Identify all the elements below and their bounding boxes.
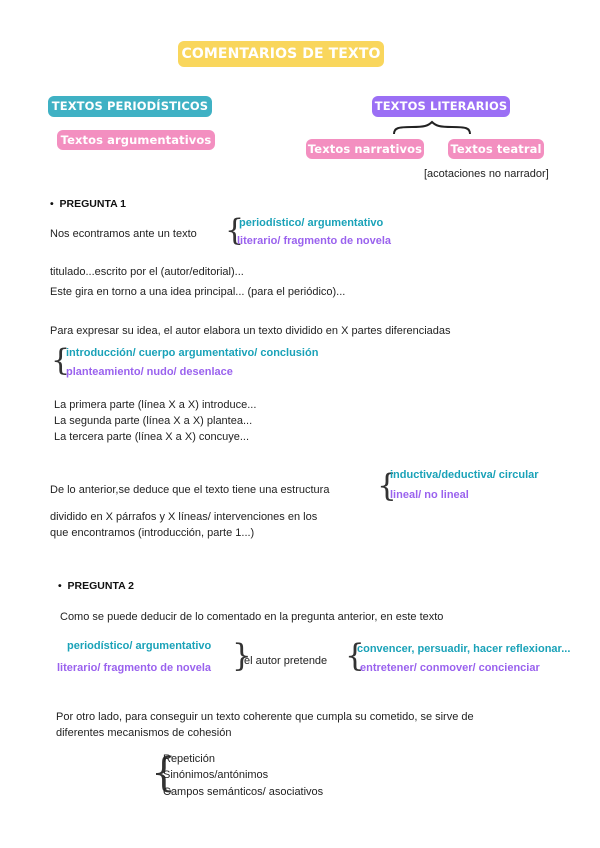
cohesion-line-1: Por otro lado, para conseguir un texto coherente que cumpla su cometido, se sirve de: [56, 711, 474, 723]
idea-principal-line: Este gira en torno a una idea principal... (para el periódico)...: [50, 286, 346, 298]
curly-brace-icon: [392, 120, 472, 138]
structure-lineal: lineal/ no lineal: [390, 489, 469, 501]
pregunta1-heading: • PREGUNTA 1: [50, 198, 127, 210]
left-option-literario: literario/ fragmento de novela: [57, 662, 212, 674]
pregunta2-intro: Como se puede deducir de lo comentado en la pregunta anterior, en este texto: [60, 611, 444, 623]
primera-parte-line: La primera parte (línea X a X) introduce...: [54, 399, 257, 411]
pregunta1-intro: Nos econtramos ante un texto: [50, 228, 197, 240]
segunda-parte-line: La segunda parte (línea X a X) plantea...: [54, 415, 253, 427]
bullet-icon: •: [58, 580, 68, 592]
mechanism-campos: Campos semánticos/ asociativos: [163, 786, 324, 798]
titulado-line: titulado...escrito por el (autor/editorial)...: [50, 266, 244, 278]
autor-pretende: el autor pretende: [244, 655, 328, 667]
acotaciones-note: [acotaciones no narrador]: [424, 168, 549, 180]
dividido-line: dividido en X párrafos y X líneas/ intervenciones en los: [50, 511, 318, 523]
right-option-convencer: convencer, persuadir, hacer reflexionar...: [357, 643, 571, 655]
expresar-idea-line: Para expresar su idea, el autor elabora un texto dividido en X partes diferenciadas: [50, 325, 451, 337]
option-literario: literario/ fragmento de novela: [237, 235, 392, 247]
brace-icon: {: [225, 213, 245, 248]
mechanism-repeticion: Repetición: [163, 753, 215, 765]
structure-argumentativo: introducción/ cuerpo argumentativo/ conclusión: [66, 347, 319, 359]
brace-icon: {: [51, 343, 71, 378]
bullet-icon: •: [50, 198, 60, 210]
left-option-periodistico: periodístico/ argumentativo: [67, 640, 212, 652]
structure-literario: planteamiento/ nudo/ desenlace: [66, 366, 233, 378]
option-periodistico: periodístico/ argumentativo: [239, 217, 384, 229]
pregunta2-heading: • PREGUNTA 2: [58, 580, 135, 592]
tercera-parte-line: La tercera parte (línea X a X) concuye...: [54, 431, 250, 443]
cohesion-line-2: diferentes mecanismos de cohesión: [56, 727, 232, 739]
textos-argumentativos-label: Textos argumentativos: [57, 130, 215, 150]
brace-icon: {: [151, 750, 177, 796]
brace-icon: {: [377, 468, 397, 504]
deduce-line: De lo anterior,se deduce que el texto tiene una estructura: [50, 484, 330, 496]
encontramos-line: que encontramos (introducción, parte 1...): [50, 527, 255, 539]
textos-narrativos-label: Textos narrativos: [306, 139, 424, 159]
closing-brace-icon: }: [232, 638, 252, 674]
structure-inductiva: inductiva/deductiva/ circular: [390, 469, 539, 481]
mechanism-sinonimos: Sinónimos/antónimos: [163, 769, 269, 781]
page-title: COMENTARIOS DE TEXTO: [178, 41, 384, 67]
right-option-entretener: entretener/ conmover/ concienciar: [360, 662, 540, 674]
textos-periodisticos-label: TEXTOS PERIODÍSTICOS: [48, 96, 212, 117]
textos-literarios-label: TEXTOS LITERARIOS: [372, 96, 510, 117]
brace-icon: {: [345, 638, 365, 674]
textos-teatral-label: Textos teatral: [448, 139, 544, 159]
